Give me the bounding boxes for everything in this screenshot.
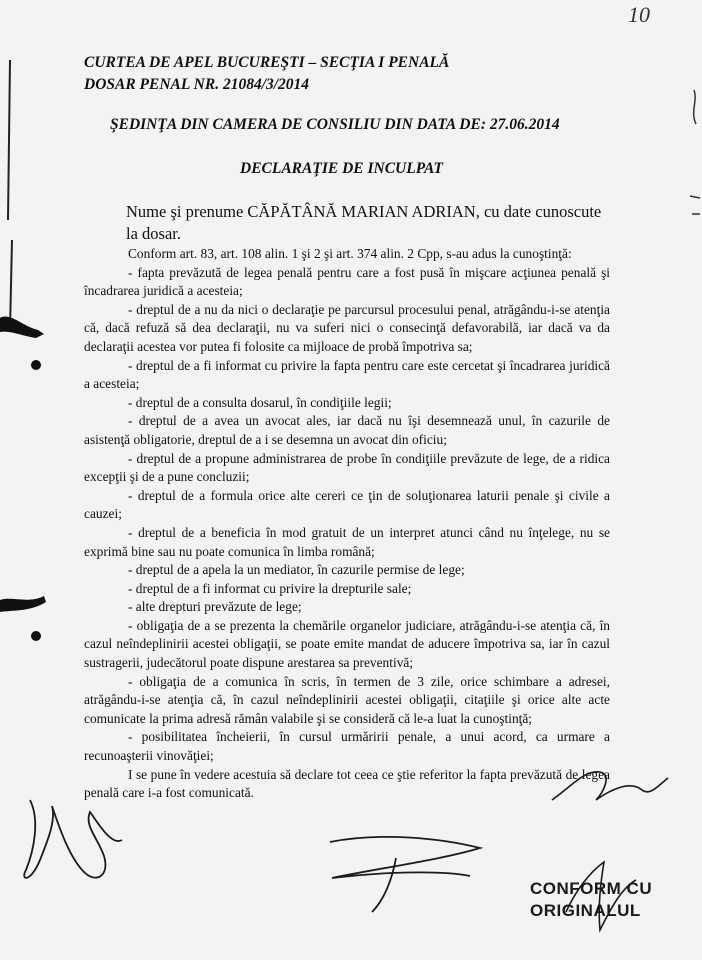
list-item: - dreptul de a nu da nici o declaraţie pe parcursul procesului penal, atrăgându-i-se atenţia că, dacă refuză să dea declaraţii, nu va suferi nici o consecinţă defavorabilă, iar dacă va da declaraţii acestea vor putea fi folosite ca mijloace de probă împotriva sa; xyxy=(84,301,610,354)
list-item: - dreptul de a avea un avocat ales, iar dacă nu îşi desemnează unul, în cazurile de asistenţă obligatorie, dreptul de a i se desemna un avocat din oficiu; xyxy=(84,413,610,447)
punch-hole-mark xyxy=(31,631,41,641)
binding-line xyxy=(8,60,12,330)
list-item: - dreptul de a consulta dosarul, în condiţiile legii; xyxy=(128,394,392,410)
closing-statement: I se pune în vedere acestuia să declare tot ceea ce ştie referitor la fapta prevăzută de legea penală care i-a fost comunicată. xyxy=(84,766,610,801)
list-item: - obligaţia de a comunica în scris, în termen de 3 zile, orice schimbare a adresei, atrăgându-i-se atenţia că, în cazul neîndeplinirii acestei obligaţii, citaţiile şi orice alte acte comunicate la prima adresă rămân valabile şi se consideră că le-a luat la cunoştinţă; xyxy=(84,673,610,726)
session-line: ŞEDINŢA DIN CAMERA DE CONSILIU DIN DATA DE: 27.06.2014 xyxy=(110,116,560,133)
rights-intro: Conform art. 83, art. 108 alin. 1 şi 2 şi art. 374 alin. 2 Cpp, s-au adus la cunoştinţă: xyxy=(128,246,572,261)
list-item: - dreptul de a formula orice alte cereri ce ţin de soluţionarea laturii penale şi civile a cauzei; xyxy=(84,487,610,522)
list-item: - dreptul de a beneficia în mod gratuit de un interpret atunci când nu înţelege, nu se exprimă bine sau nu poate comunica în limba română; xyxy=(84,524,610,559)
court-name: CURTEA DE APEL BUCUREŞTI – SECŢIA I PENALĂ xyxy=(84,54,450,71)
list-item: - obligaţia de a se prezenta la chemările organelor judiciare, atrăgându-i-se atenţia că, în cazul neîndeplinirii acestei obligaţii, se poate emite mandat de aducere împotriva sa, iar în cazul sustragerii, judecătorul poate dispune arestarea sa preventivă; xyxy=(84,617,610,671)
list-item: - dreptul de a fi informat cu privire la drepturile sale; xyxy=(128,580,412,596)
defendant-name-line: Nume şi prenume CĂPĂTÂNĂ MARIAN ADRIAN, cu date cunoscute la dosar. xyxy=(126,202,602,243)
list-item: - dreptul de a fi informat cu privire la fapta pentru care este cercetat şi încadrarea juridică a acesteia; xyxy=(84,357,610,392)
certified-copy-stamp xyxy=(530,878,652,922)
document-title: DECLARAŢIE DE INCULPAT xyxy=(240,160,443,177)
stamp-line-1: CONFORM CU xyxy=(530,879,653,898)
list-item: - fapta prevăzută de legea penală pentru care a fost pusă în mişcare acţiunea penală şi încadrarea juridică a acesteia; xyxy=(84,264,610,299)
punch-hole-mark xyxy=(31,360,41,370)
list-item: - dreptul de a propune administrarea de probe în condiţiile prevăzute de lege, de a ridica excepţii şi de a pune concluzii; xyxy=(84,450,610,485)
edge-mark xyxy=(690,196,700,214)
page-number: 10 xyxy=(628,2,650,27)
handwritten-signature xyxy=(330,837,480,912)
case-file-number: DOSAR PENAL NR. 21084/3/2014 xyxy=(84,76,310,93)
edge-mark xyxy=(694,90,696,124)
handwritten-signature xyxy=(552,772,668,800)
punch-hole-mark xyxy=(0,596,46,612)
handwritten-signature xyxy=(24,800,122,878)
stamp-line-2: ORIGINALUL xyxy=(530,901,641,920)
list-item: - posibilitatea încheierii, în cursul urmăririi penale, a unui acord, ca urmare a recunoaşterii vinovăţiei; xyxy=(84,729,610,764)
punch-hole-mark xyxy=(0,317,44,338)
list-item: - dreptul de a apela la un mediator, în cazurile permise de lege; xyxy=(128,562,465,578)
list-item: - alte drepturi prevăzute de lege; xyxy=(128,599,302,615)
